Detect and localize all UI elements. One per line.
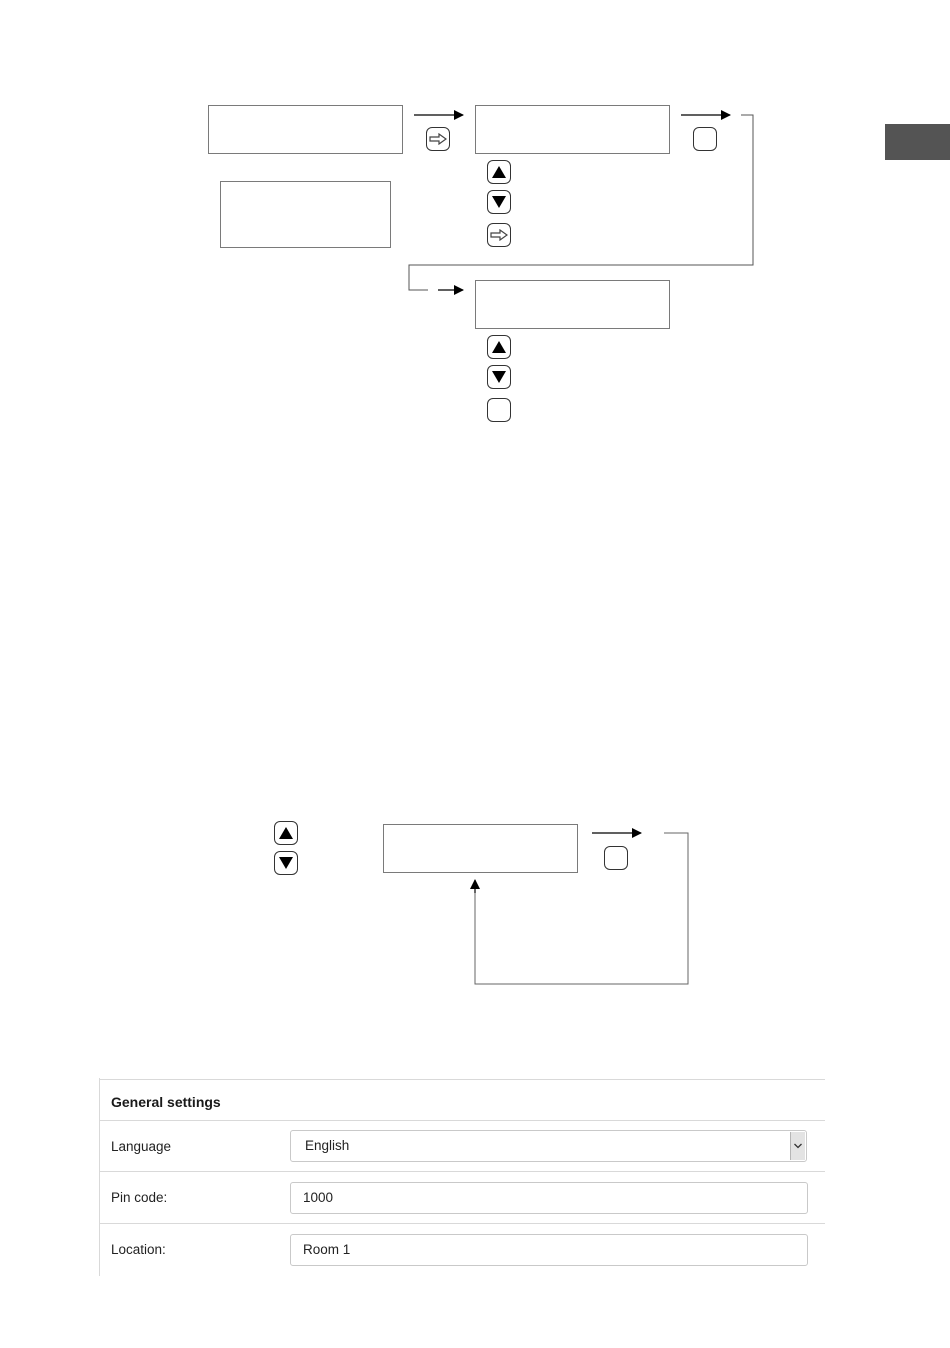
- language-label: Language: [111, 1139, 172, 1154]
- up-key[interactable]: [487, 335, 511, 359]
- up-key[interactable]: [487, 160, 511, 184]
- row-divider: [99, 1223, 825, 1224]
- pin-code-field[interactable]: 1000: [290, 1182, 808, 1214]
- down-triangle-icon: [279, 857, 293, 869]
- display-box-info: [220, 181, 391, 248]
- up-triangle-icon: [492, 341, 506, 353]
- panel-left-border: [99, 1078, 100, 1276]
- enter-arrow-icon: [429, 133, 447, 145]
- enter-arrow-icon: [490, 229, 508, 241]
- up-triangle-icon: [279, 827, 293, 839]
- up-key[interactable]: [274, 821, 298, 845]
- general-settings-panel: [99, 1078, 825, 1276]
- down-triangle-icon: [492, 196, 506, 208]
- pin-code-label: Pin code:: [111, 1190, 168, 1205]
- display-box-2: [475, 105, 670, 154]
- panel-top-divider: [99, 1079, 825, 1080]
- panel-title: General settings: [111, 1094, 221, 1110]
- enter-key[interactable]: [487, 223, 511, 247]
- language-select[interactable]: [290, 1130, 807, 1162]
- blank-key[interactable]: [487, 398, 511, 422]
- up-triangle-icon: [492, 166, 506, 178]
- location-label: Location:: [111, 1242, 166, 1257]
- blank-key[interactable]: [604, 846, 628, 870]
- display-box-5: [383, 824, 578, 873]
- language-select-value: English: [305, 1138, 350, 1153]
- location-field[interactable]: Room 1: [290, 1234, 808, 1266]
- down-key[interactable]: [274, 851, 298, 875]
- enter-key[interactable]: [426, 127, 450, 151]
- display-box-1: [208, 105, 403, 154]
- down-triangle-icon: [492, 371, 506, 383]
- row-divider: [99, 1120, 825, 1121]
- down-key[interactable]: [487, 190, 511, 214]
- blank-key[interactable]: [693, 127, 717, 151]
- down-key[interactable]: [487, 365, 511, 389]
- chevron-down-icon[interactable]: [790, 1132, 805, 1160]
- row-divider: [99, 1171, 825, 1172]
- display-box-3: [475, 280, 670, 329]
